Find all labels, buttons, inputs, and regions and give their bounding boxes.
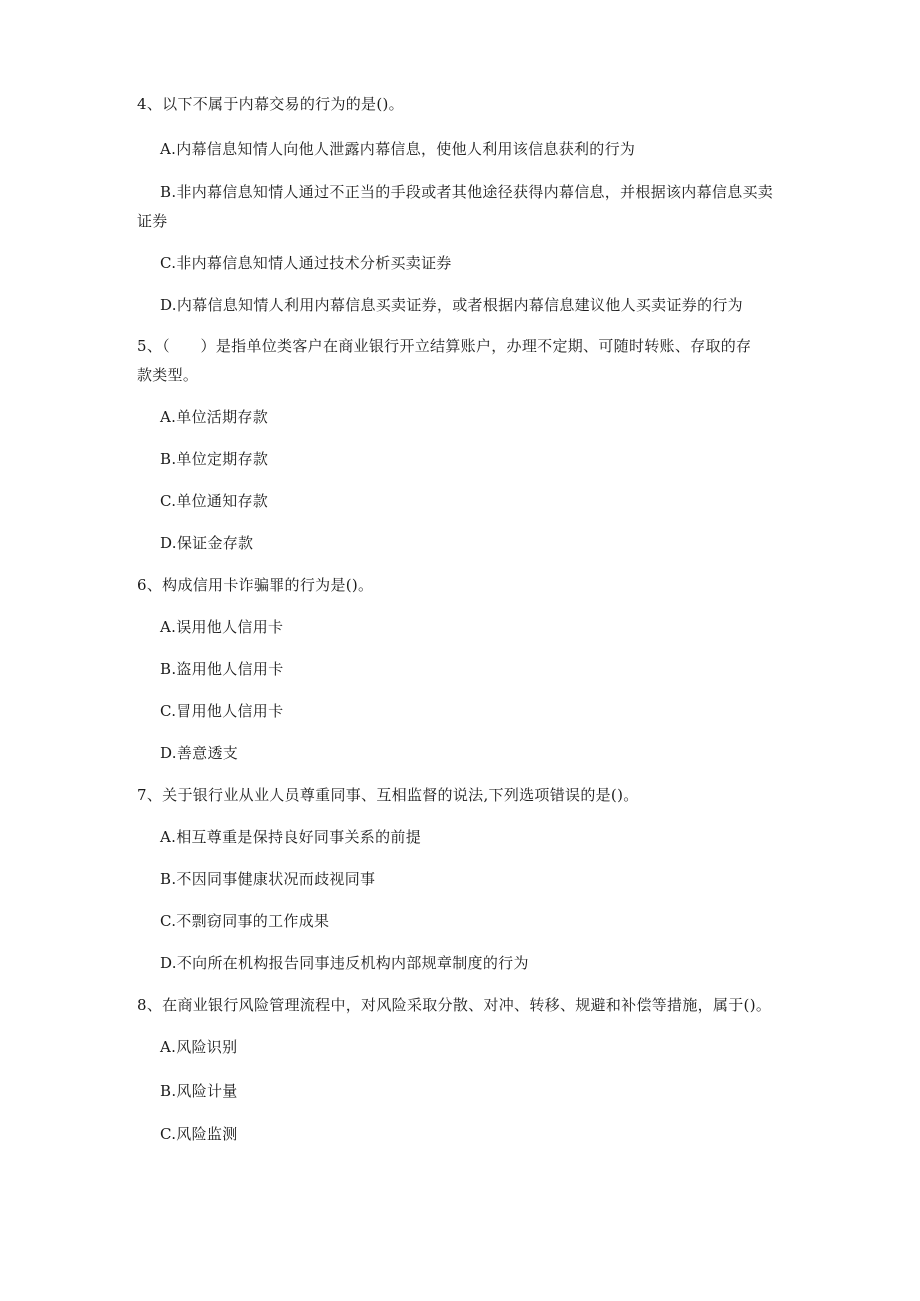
question-8-option-a: A.风险识别	[160, 1038, 238, 1056]
question-6-stem: 6、构成信用卡诈骗罪的行为是()。	[137, 576, 374, 594]
question-7-option-a: A.相互尊重是保持良好同事关系的前提	[160, 828, 422, 846]
question-7-option-b: B.不因同事健康状况而歧视同事	[160, 870, 376, 888]
question-4-option-b-continuation: 证券	[137, 212, 168, 230]
question-7-option-d: D.不向所在机构报告同事违反机构内部规章制度的行为	[160, 954, 529, 972]
question-5-stem: 5、（ ）是指单位类客户在商业银行开立结算账户，办理不定期、可随时转账、存取的存	[137, 337, 752, 355]
question-4-option-a: A.内幕信息知情人向他人泄露内幕信息，使他人利用该信息获利的行为	[160, 140, 636, 158]
question-5-option-c: C.单位通知存款	[160, 492, 269, 510]
question-5-option-b: B.单位定期存款	[160, 450, 269, 468]
question-7-option-c: C.不剽窃同事的工作成果	[160, 912, 330, 930]
question-4-option-c: C.非内幕信息知情人通过技术分析买卖证券	[160, 254, 452, 272]
question-6-option-a: A.误用他人信用卡	[160, 618, 284, 636]
question-5-option-d: D.保证金存款	[160, 534, 254, 552]
question-6-option-b: B.盗用他人信用卡	[160, 660, 284, 678]
question-6-option-d: D.善意透支	[160, 744, 239, 762]
question-8-option-c: C.风险监测	[160, 1125, 238, 1143]
question-4-stem: 4、以下不属于内幕交易的行为的是()。	[137, 95, 404, 113]
question-4-option-b: B.非内幕信息知情人通过不正当的手段或者其他途径获得内幕信息，并根据该内幕信息买卖	[160, 183, 774, 201]
question-5-option-a: A.单位活期存款	[160, 408, 269, 426]
question-4-option-d: D.内幕信息知情人利用内幕信息买卖证券，或者根据内幕信息建议他人买卖证券的行为	[160, 296, 743, 314]
question-5-stem-continuation: 款类型。	[137, 366, 199, 384]
question-8-option-b: B.风险计量	[160, 1082, 238, 1100]
question-7-stem: 7、关于银行业从业人员尊重同事、互相监督的说法,下列选项错误的是()。	[137, 786, 639, 804]
question-6-option-c: C.冒用他人信用卡	[160, 702, 284, 720]
question-8-stem: 8、在商业银行风险管理流程中，对风险采取分散、对冲、转移、规避和补偿等措施，属于()。	[137, 996, 772, 1014]
